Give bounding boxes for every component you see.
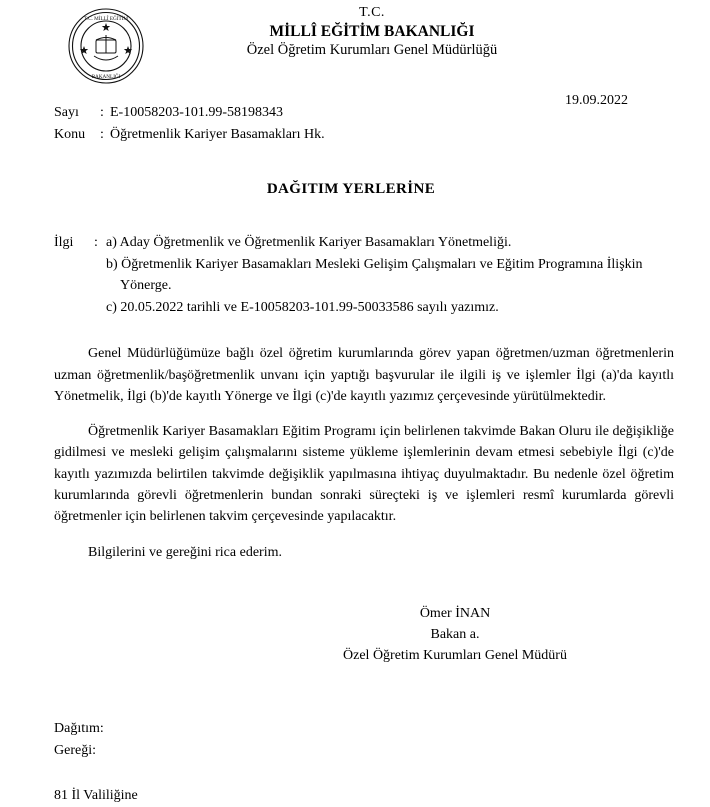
sayi-value: E-10058203-101.99-58198343 <box>110 105 284 120</box>
document-footer <box>0 718 710 807</box>
list-item <box>106 232 674 253</box>
ministry-name: MİLLÎ EĞİTİM BAKANLIĞI <box>269 22 475 40</box>
konu-value: Öğretmenlik Kariyer Basamakları Hk. <box>110 126 325 142</box>
reference-head <box>54 232 674 319</box>
document-meta <box>0 93 710 145</box>
republic-label: T.C. <box>359 5 385 20</box>
list-item <box>106 297 674 318</box>
header-text-block <box>154 4 710 59</box>
signer-on-behalf: Bakan a. <box>430 626 480 642</box>
body-paragraph-1: Genel Müdürlüğümüze bağlı özel öğretim kurumlarında görev yapan öğretmen/uzman öğretmenlerin uzman öğretmenlik/başöğretmenlik unvanı için yaptığı başvurular ile ilgili iş ve işlemler İlgi (a)'da kayıtlı Yönetmelik, İlgi (b)'de kayıtlı Yönerge ve İlgi (c)'de kayıtlı yazımız çerçevesinde yürütülmektedir. <box>54 346 674 404</box>
reference-list <box>0 232 710 319</box>
required-label: Gereği: <box>54 743 96 759</box>
document-date: 19.09.2022 <box>565 93 628 108</box>
reference-item-b-text: b) Öğretmenlik Kariyer Basamakları Mesleki Gelişim Çalışmaları ve Eğitim Programına İlişkin <box>106 257 643 273</box>
sayi-label: Sayı <box>54 105 79 120</box>
ilgi-label: İlgi <box>54 235 74 251</box>
reference-item-a-text: a) Aday Öğretmenlik ve Öğretmenlik Kariyer Basamakları Yönetmeliği. <box>106 235 512 251</box>
distribution-label: Dağıtım: <box>54 720 104 736</box>
reference-item-c-text: c) 20.05.2022 tarihli ve E-10058203-101.99-50033586 sayılı yazımız. <box>106 300 499 316</box>
body-paragraph-3: Bilgilerini ve gereğini rica ederim. <box>88 544 282 560</box>
reference-item-b-cont: Yönerge. <box>120 278 172 294</box>
footer-spacer <box>54 763 710 785</box>
list-item <box>106 254 674 296</box>
signature-block <box>0 603 710 666</box>
svg-text:T.C. MİLLÎ EĞİTİM: T.C. MİLLÎ EĞİTİM <box>84 16 128 22</box>
svg-text:BAKANLIĞI: BAKANLIĞI <box>91 74 121 80</box>
ilgi-colon: : <box>94 235 98 251</box>
konu-colon: : <box>100 126 104 142</box>
directorate-name: Özel Öğretim Kurumları Genel Müdürlüğü <box>246 41 498 58</box>
distribution-recipient: 81 İl Valiliğine <box>54 787 138 803</box>
body-paragraph-2: Öğretmenlik Kariyer Basamakları Eğitim Programı için belirlenen takvimde Bakan Oluru ile değişikliğe gidilmesi ve mesleki gelişim çalışmalarını sisteme yükleme işlemlerinin devam etmesi sebebiyle İlgi (c)'de kayıtlı yazımızda belirtilen takvimde değişiklik yapılmasına ihtiyaç duyulmaktadır. Bu nedenle özel öğretim kurumlarında görevli öğretmenlerin bundan sonraki süreçteki iş ve işlemleri resmî kurumlarda görevli öğretmenler için belirlenen takvim çerçevesinde yapılacaktır. <box>54 424 674 525</box>
konu-label: Konu <box>54 126 86 142</box>
turkish-national-education-emblem-icon <box>58 4 154 88</box>
meta-row-konu <box>54 124 710 146</box>
signer-title: Özel Öğretim Kurumları Genel Müdürü <box>343 647 567 663</box>
distribution-title: DAĞITIM YERLERİNE <box>266 181 436 198</box>
document-header <box>0 0 710 88</box>
document-body <box>0 343 710 562</box>
sayi-colon: : <box>100 105 104 120</box>
signer-name: Ömer İNAN <box>419 605 491 621</box>
reference-items <box>106 232 674 319</box>
